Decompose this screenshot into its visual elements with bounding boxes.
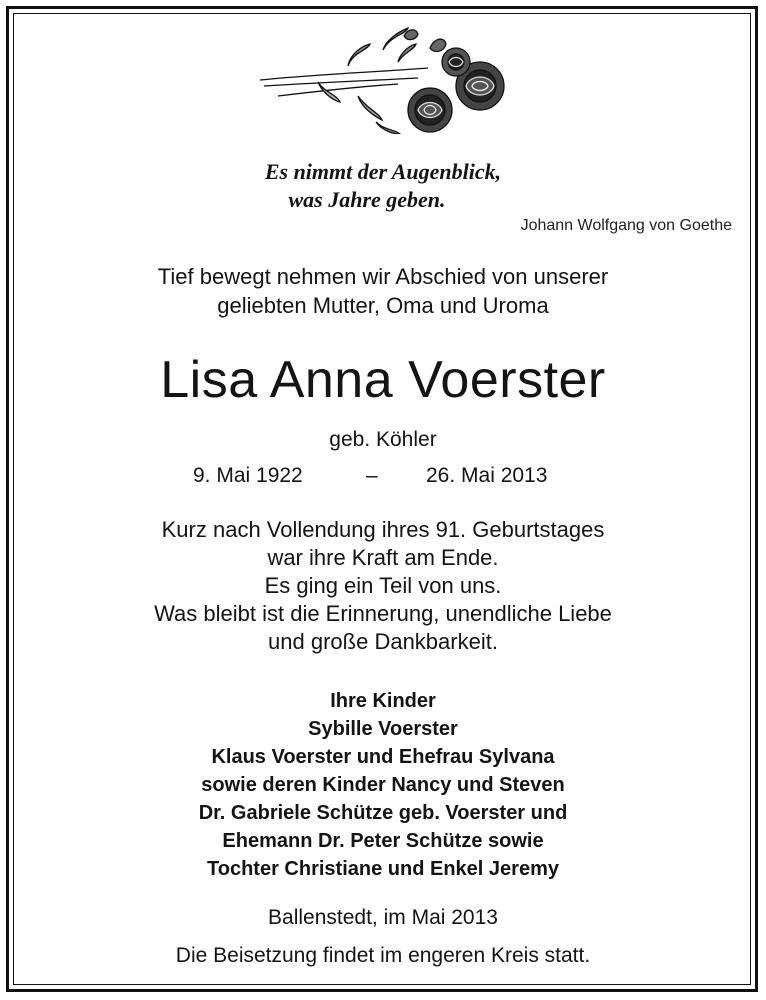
- mourner-line-4: sowie deren Kinder Nancy und Steven: [201, 774, 565, 796]
- poem-line-1: Kurz nach Vollendung ihres 91. Geburtstages: [161, 517, 605, 542]
- mourner-line-5: Dr. Gabriele Schütze geb. Voerster und: [198, 802, 568, 824]
- epigraph-author: Johann Wolfgang von Goethe: [520, 217, 732, 234]
- mourner-line-6: Ehemann Dr. Peter Schütze sowie: [222, 830, 544, 852]
- funeral-note: Die Beisetzung findet im engeren Kreis statt.: [175, 944, 591, 967]
- poem-line-4: Was bleibt ist die Erinnerung, unendliche Liebe: [154, 601, 612, 626]
- intro-line-1: Tief bewegt nehmen wir Abschied von unserer: [157, 264, 609, 289]
- mourner-line-2: Sybille Voerster: [308, 718, 458, 740]
- roses-illustration-icon: [258, 22, 508, 134]
- epigraph-line-2: was Jahre geben.: [288, 187, 446, 212]
- poem-line-3: Es ging ein Teil von uns.: [264, 573, 502, 598]
- epigraph-line-1: Es nimmt der Augenblick,: [264, 159, 502, 184]
- birth-name: geb. Köhler: [329, 428, 437, 451]
- mourner-line-1: Ihre Kinder: [330, 690, 436, 712]
- place-date: Ballenstedt, im Mai 2013: [268, 906, 498, 929]
- date-dash: –: [366, 464, 378, 487]
- life-dates: [0, 464, 766, 492]
- deceased-name: Lisa Anna Voerster: [160, 351, 606, 409]
- poem-line-2: war ihre Kraft am Ende.: [267, 545, 499, 570]
- mourner-line-3: Klaus Voerster und Ehefrau Sylvana: [211, 746, 555, 768]
- poem-line-5: und große Dankbarkeit.: [268, 629, 498, 654]
- mourner-line-7: Tochter Christiane und Enkel Jeremy: [207, 858, 559, 880]
- intro-line-2: geliebten Mutter, Oma und Uroma: [217, 293, 549, 318]
- death-date: 26. Mai 2013: [426, 464, 548, 487]
- birth-date: 9. Mai 1922: [193, 464, 303, 487]
